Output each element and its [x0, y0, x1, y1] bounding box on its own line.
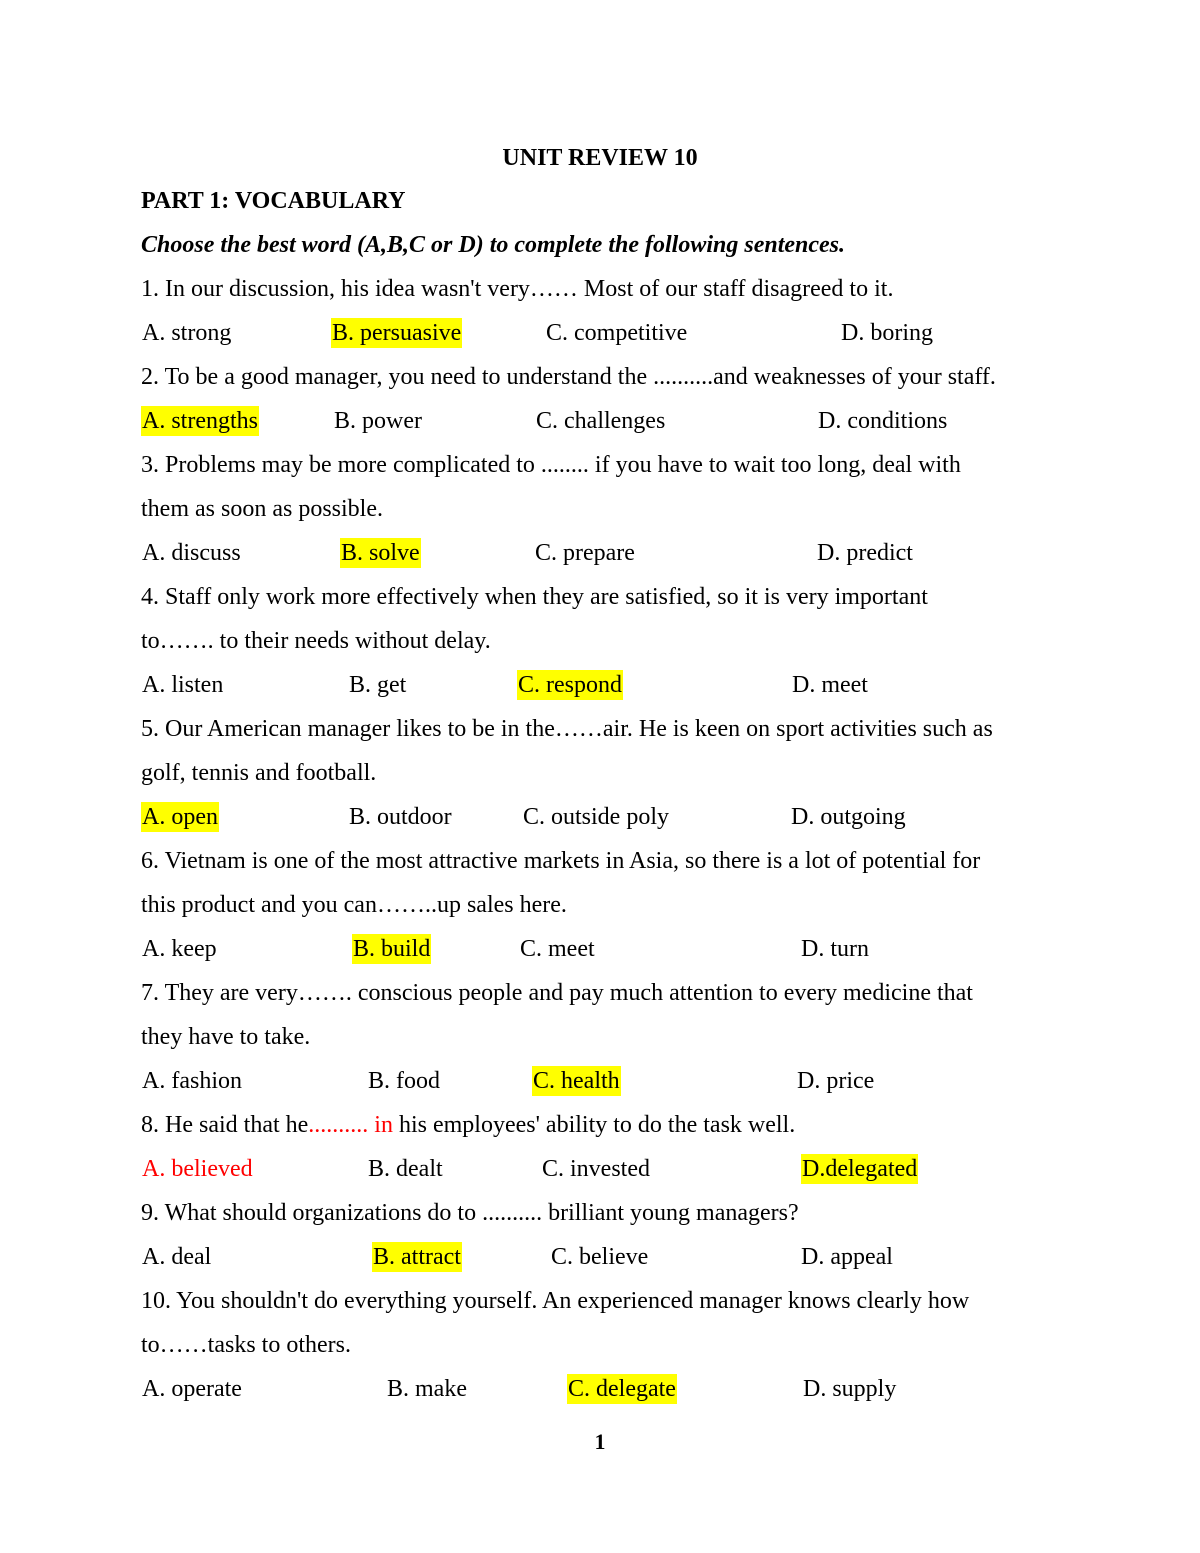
q5-option-c: C. outside poly	[523, 804, 670, 830]
question-2-text: 2. To be a good manager, you need to understand the ..........and weaknesses of your staff.	[141, 364, 996, 390]
question-5-text: 5. Our American manager likes to be in the……air. He is keen on sport activities such as	[141, 716, 993, 742]
question-4-text: 4. Staff only work more effectively when they are satisfied, so it is very important	[141, 584, 928, 610]
q7-option-c: C. health	[533, 1068, 620, 1094]
question-8-stem-start: 8. He said that he	[141, 1112, 309, 1138]
q5-option-b: B. outdoor	[349, 804, 452, 830]
question-1-text: 1. In our discussion, his idea wasn't very…… Most of our staff disagreed to it.	[141, 276, 894, 302]
question-10-text: 10. You shouldn't do everything yourself. An experienced manager knows clearly how	[141, 1288, 970, 1314]
q10-option-d: D. supply	[803, 1376, 897, 1402]
q2-option-a: A. strengths	[142, 408, 258, 434]
q1-option-a: A. strong	[142, 320, 232, 346]
q8-option-a: A. believed	[142, 1156, 253, 1182]
question-5-text-cont: golf, tennis and football.	[141, 760, 377, 786]
question-3-text-cont: them as soon as possible.	[141, 496, 383, 522]
q2-option-d: D. conditions	[818, 408, 948, 434]
q1-option-b: B. persuasive	[332, 320, 462, 346]
question-7-text: 7. They are very……. conscious people and pay much attention to every medicine that	[141, 980, 973, 1006]
q10-option-a: A. operate	[142, 1376, 242, 1402]
q3-option-b: B. solve	[341, 540, 420, 566]
question-9-text: 9. What should organizations do to .......... brilliant young managers?	[141, 1200, 799, 1226]
q3-option-d: D. predict	[817, 540, 913, 566]
q3-option-c: C. prepare	[535, 540, 635, 566]
q4-option-c: C. respond	[518, 672, 622, 698]
page-number: 1	[594, 1429, 606, 1454]
q5-option-d: D. outgoing	[791, 804, 906, 830]
question-7-text-cont: they have to take.	[141, 1024, 311, 1050]
question-8-stem-end: his employees' ability to do the task well.	[392, 1112, 796, 1138]
q5-option-a: A. open	[142, 804, 218, 830]
q10-option-b: B. make	[387, 1376, 467, 1402]
q8-option-b: B. dealt	[368, 1156, 443, 1182]
q9-option-d: D. appeal	[801, 1244, 893, 1270]
q2-option-b: B. power	[334, 408, 422, 434]
question-4-text-cont: to……. to their needs without delay.	[141, 628, 491, 654]
question-6-text-cont: this product and you can……..up sales here.	[141, 892, 567, 918]
q6-option-d: D. turn	[801, 936, 869, 962]
q9-option-c: C. believe	[551, 1244, 649, 1270]
q9-option-b: B. attract	[373, 1244, 461, 1270]
instruction: Choose the best word (A,B,C or D) to complete the following sentences.	[141, 232, 846, 258]
question-3-text: 3. Problems may be more complicated to ........ if you have to wait too long, deal with	[141, 452, 961, 478]
page-title: UNIT REVIEW 10	[502, 145, 698, 171]
q9-option-a: A. deal	[142, 1244, 212, 1270]
q7-option-b: B. food	[368, 1068, 440, 1094]
q1-option-d: D. boring	[841, 320, 933, 346]
q6-option-b: B. build	[353, 936, 431, 962]
q6-option-c: C. meet	[520, 936, 595, 962]
q1-option-c: C. competitive	[546, 320, 688, 346]
q2-option-c: C. challenges	[536, 408, 666, 434]
question-6-text: 6. Vietnam is one of the most attractive markets in Asia, so there is a lot of potential for	[141, 848, 981, 874]
q4-option-b: B. get	[349, 672, 407, 698]
question-8-text	[141, 1110, 795, 1140]
question-8-blank: .......... in	[308, 1112, 393, 1138]
question-10-text-cont: to……tasks to others.	[141, 1332, 351, 1358]
q8-option-d: D.delegated	[802, 1156, 918, 1182]
q4-option-d: D. meet	[792, 672, 868, 698]
part-heading: PART 1: VOCABULARY	[141, 188, 406, 214]
q8-option-c: C. invested	[542, 1156, 650, 1182]
q7-option-d: D. price	[797, 1068, 875, 1094]
q7-option-a: A. fashion	[142, 1068, 242, 1094]
q10-option-c: C. delegate	[568, 1376, 676, 1402]
q3-option-a: A. discuss	[142, 540, 241, 566]
q4-option-a: A. listen	[142, 672, 224, 698]
q6-option-a: A. keep	[142, 936, 217, 962]
